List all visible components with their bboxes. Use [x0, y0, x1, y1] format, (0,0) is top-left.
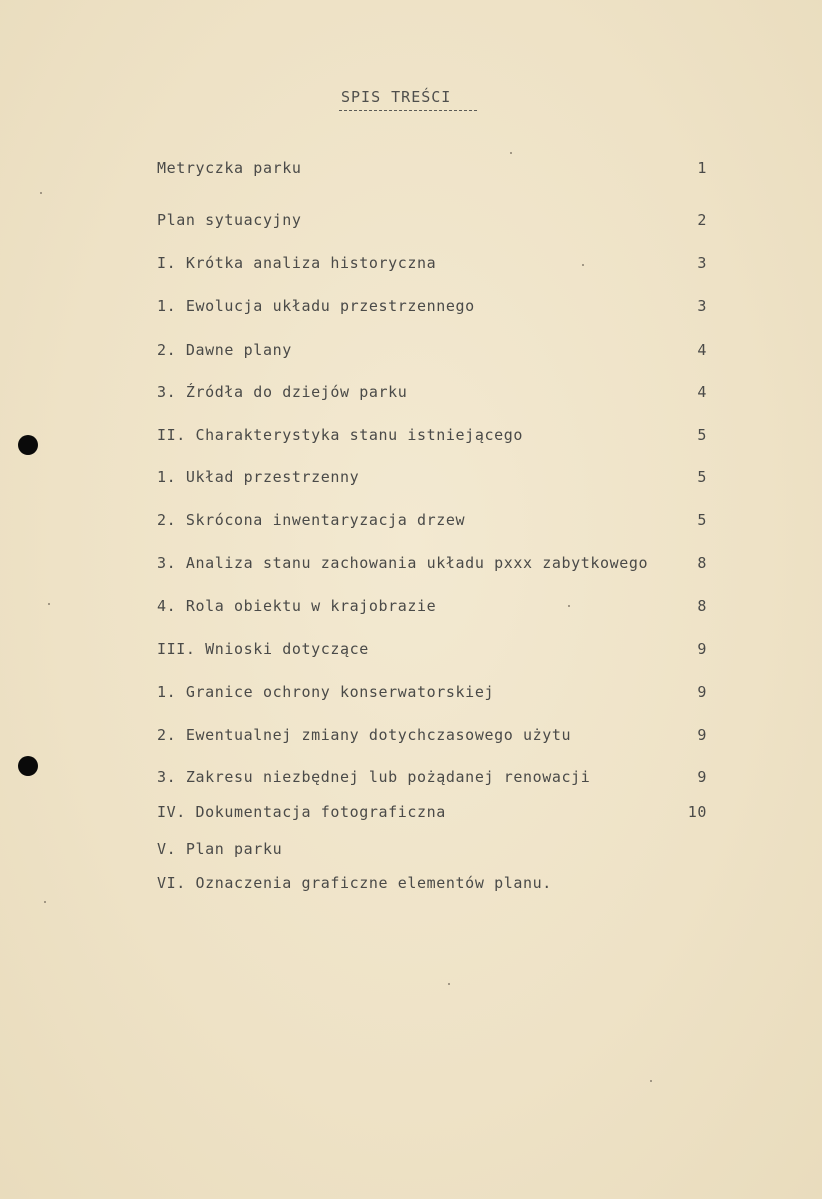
toc-entry-page: 5 — [697, 511, 707, 529]
toc-entry-page: 5 — [697, 468, 707, 486]
toc-entry — [157, 158, 713, 178]
toc-entry-page: 9 — [697, 768, 707, 786]
toc-entry-label: IV. Dokumentacja fotograficzna — [157, 803, 446, 821]
toc-entry-label: III. Wnioski dotyczące — [157, 640, 369, 658]
toc-entry-label: 2. Skrócona inwentaryzacja drzew — [157, 511, 466, 529]
toc-entry — [157, 725, 713, 745]
toc-entry-page: 9 — [697, 640, 707, 658]
toc-entry — [157, 839, 713, 859]
toc-entry-label: 3. Analiza stanu zachowania układu pxxx zabytkowego — [157, 554, 649, 572]
toc-entry-label: 3. Źródła do dziejów parku — [157, 383, 408, 401]
toc-entry-label: 2. Ewentualnej zmiany dotychczasowego użytu — [157, 726, 572, 744]
toc-entry-label: VI. Oznaczenia graficzne elementów planu. — [157, 874, 552, 892]
toc-entry — [157, 296, 713, 316]
toc-entry-label: I. Krótka analiza historyczna — [157, 254, 437, 272]
toc-entry — [157, 553, 713, 573]
toc-entry-label: II. Charakterystyka stanu istniejącego — [157, 426, 523, 444]
toc-entry-page: 9 — [697, 683, 707, 701]
toc-entry-label: 4. Rola obiektu w krajobrazie — [157, 597, 437, 615]
toc-entry — [157, 340, 713, 360]
toc-entry-page: 5 — [697, 426, 707, 444]
toc-entry-label: 1. Ewolucja układu przestrzennego — [157, 297, 475, 315]
toc-entry-page: 1 — [697, 159, 707, 177]
toc-entry-page: 3 — [697, 254, 707, 272]
toc-entry — [157, 467, 713, 487]
page-title: SPIS TREŚCI — [341, 88, 452, 106]
toc-entry — [157, 425, 713, 445]
toc-entry-page: 8 — [697, 597, 707, 615]
toc-entry-label: 1. Granice ochrony konserwatorskiej — [157, 683, 495, 701]
toc-entry — [157, 767, 713, 787]
toc-entry-page: 8 — [697, 554, 707, 572]
toc-entry-label: 2. Dawne plany — [157, 341, 292, 359]
toc-entry-page: 4 — [697, 383, 707, 401]
toc-entry-label: 1. Układ przestrzenny — [157, 468, 360, 486]
toc-entry-label: V. Plan parku — [157, 840, 283, 858]
toc-entry — [157, 253, 713, 273]
toc-entry-label: Plan sytuacyjny — [157, 211, 302, 229]
toc-entry — [157, 802, 713, 822]
toc-entry — [157, 510, 713, 530]
toc-entry-label: 3. Zakresu niezbędnej lub pożądanej renowacji — [157, 768, 591, 786]
toc-entry-page: 3 — [697, 297, 707, 315]
toc-entry — [157, 682, 713, 702]
toc-entry — [157, 382, 713, 402]
toc-entry — [157, 639, 713, 659]
toc-entry — [157, 596, 713, 616]
toc-entry — [157, 210, 713, 230]
toc-entry-label: Metryczka parku — [157, 159, 302, 177]
toc-entry-page: 9 — [697, 726, 707, 744]
toc-entry — [157, 873, 713, 893]
toc-entry-page: 10 — [687, 803, 707, 821]
toc-entry-page: 2 — [697, 211, 707, 229]
toc-entry-page: 4 — [697, 341, 707, 359]
